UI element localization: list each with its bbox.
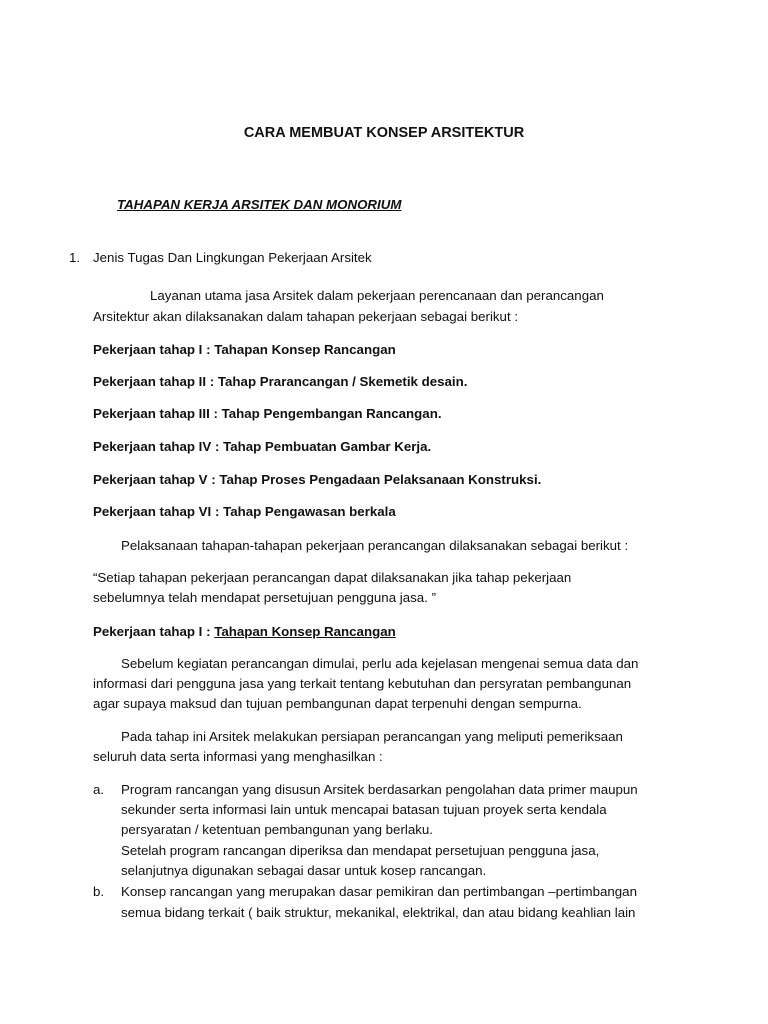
paragraph-line: agar supaya maksud dan tujuan pembangunan dapat terpenuhi dengan sempurna. xyxy=(93,696,582,711)
paragraph-line: seluruh data serta informasi yang menghasilkan : xyxy=(93,749,383,764)
page-title: CARA MEMBUAT KONSEP ARSITEKTUR xyxy=(243,125,525,141)
list-item-line: Setelah program rancangan diperiksa dan mendapat persetujuan pengguna jasa, xyxy=(121,843,600,858)
list-item-line: Program rancangan yang disusun Arsitek berdasarkan pengolahan data primer maupun xyxy=(121,782,638,797)
pelaksanaan-text: Pelaksanaan tahapan-tahapan pekerjaan perancangan dilaksanakan sebagai berikut : xyxy=(121,538,629,553)
paragraph-line: informasi dari pengguna jasa yang terkait tentang kebutuhan dan persyratan pembangunan xyxy=(93,676,632,691)
stage1-heading-prefix: Pekerjaan tahap I : xyxy=(93,624,215,639)
stage1-heading xyxy=(93,624,396,640)
list-item-line: selanjutnya digunakan sebagai dasar untuk kosep rancangan. xyxy=(121,863,487,878)
list-item-line: Konsep rancangan yang merupakan dasar pemikiran dan pertimbangan –pertimbangan xyxy=(121,884,637,899)
section-heading: Jenis Tugas Dan Lingkungan Pekerjaan Arsitek xyxy=(93,250,372,265)
stage-item: Pekerjaan tahap II : Tahap Prarancangan / Skemetik desain. xyxy=(93,374,468,389)
quote-line: sebelumnya telah mendapat persetujuan pengguna jasa. ” xyxy=(93,590,437,605)
paragraph-line: Sebelum kegiatan perancangan dimulai, perlu ada kejelasan mengenai semua data dan xyxy=(121,656,639,671)
list-item-line: sekunder serta informasi lain untuk mencapai batasan tujuan proyek serta kendala xyxy=(121,802,607,817)
section-number: 1. xyxy=(69,250,81,265)
list-item-line: semua bidang terkait ( baik struktur, mekanikal, elektrikal, dan atau bidang keahlian lain xyxy=(121,905,636,920)
list-marker: b. xyxy=(93,884,105,899)
list-marker: a. xyxy=(93,782,105,797)
stage-item: Pekerjaan tahap V : Tahap Proses Pengadaan Pelaksanaan Konstruksi. xyxy=(93,472,542,487)
page-subtitle: TAHAPAN KERJA ARSITEK DAN MONORIUM xyxy=(117,197,402,212)
intro-line: Layanan utama jasa Arsitek dalam pekerjaan perencanaan dan perancangan xyxy=(150,288,604,303)
quote-line: “Setiap tahapan pekerjaan perancangan dapat dilaksanakan jika tahap pekerjaan xyxy=(93,570,572,585)
stage-item: Pekerjaan tahap VI : Tahap Pengawasan berkala xyxy=(93,504,396,519)
stage-item: Pekerjaan tahap IV : Tahap Pembuatan Gambar Kerja. xyxy=(93,439,432,454)
intro-line: Arsitektur akan dilaksanakan dalam tahapan pekerjaan sebagai berikut : xyxy=(93,309,519,324)
stage1-heading-underlined: Tahapan Konsep Rancangan xyxy=(214,624,396,639)
paragraph-line: Pada tahap ini Arsitek melakukan persiapan perancangan yang meliputi pemeriksaan xyxy=(121,729,623,744)
list-item-line: persyaratan / ketentuan pembangunan yang berlaku. xyxy=(121,822,433,837)
stage-item: Pekerjaan tahap III : Tahap Pengembangan Rancangan. xyxy=(93,406,442,421)
stage-item: Pekerjaan tahap I : Tahapan Konsep Rancangan xyxy=(93,342,396,357)
